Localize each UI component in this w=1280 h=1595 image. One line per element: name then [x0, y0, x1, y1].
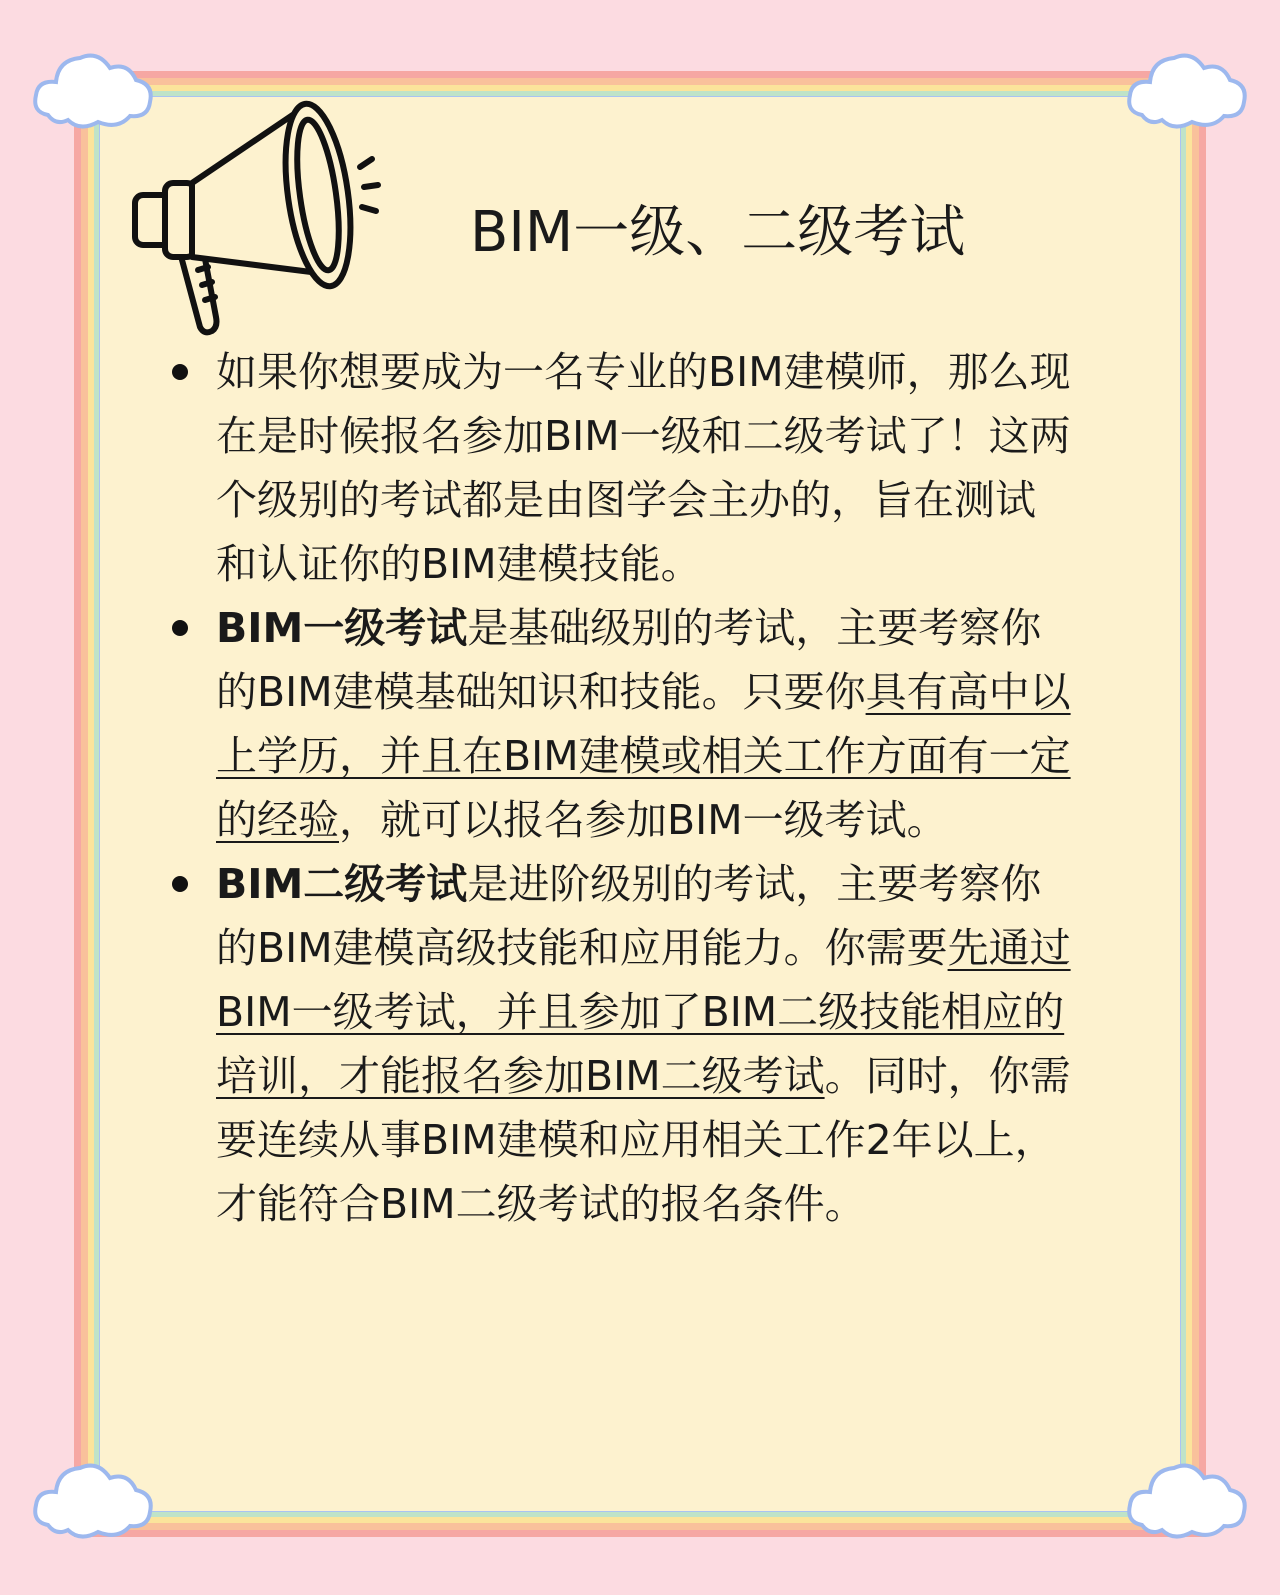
bullet-text-normal: ，就可以报名参加BIM一级考试。	[339, 796, 948, 844]
cloud-icon	[28, 1450, 158, 1545]
bullet-text-underline: 具有高中以上学历，并且在BIM建模或相关工作方面有一定的经验	[216, 668, 1071, 844]
bullet-text-normal: 是基础级别的考试，主要考察你的BIM建模基础知识和技能。只要你	[216, 604, 1042, 716]
bullet-text-normal: 如果你想要成为一名专业的BIM建模师，那么现在是时候报名参加BIM一级和二级考试了！这两个级别的考试都是由图学会主办的，旨在测试和认证你的BIM建模技能。	[216, 348, 1071, 588]
bullet-dot-icon	[172, 364, 188, 380]
megaphone-icon	[130, 95, 390, 345]
cloud-icon	[1122, 1450, 1252, 1545]
bullet-text-bold: BIM二级考试	[216, 860, 468, 908]
bullet-text-bold: BIM一级考试	[216, 604, 468, 652]
bullet-item	[216, 596, 1071, 852]
bullet-item	[216, 340, 1071, 596]
bullet-dot-icon	[172, 620, 188, 636]
page-title: BIM一级、二级考试	[470, 200, 966, 265]
bullet-list	[216, 340, 1071, 1236]
bullet-item	[216, 852, 1071, 1236]
bullet-dot-icon	[172, 876, 188, 892]
bullet-text-underline: 先通过BIM一级考试，并且参加了BIM二级技能相应的培训，才能报名参加BIM二级考试	[216, 924, 1071, 1100]
bullet-text-normal: 是进阶级别的考试，主要考察你的BIM建模高级技能和应用能力。你需要	[216, 860, 1042, 972]
cloud-icon	[1122, 40, 1252, 135]
bullet-text-normal: 。同时，你需要连续从事BIM建模和应用相关工作2年以上，才能符合BIM二级考试的报名条件。	[216, 1052, 1071, 1228]
